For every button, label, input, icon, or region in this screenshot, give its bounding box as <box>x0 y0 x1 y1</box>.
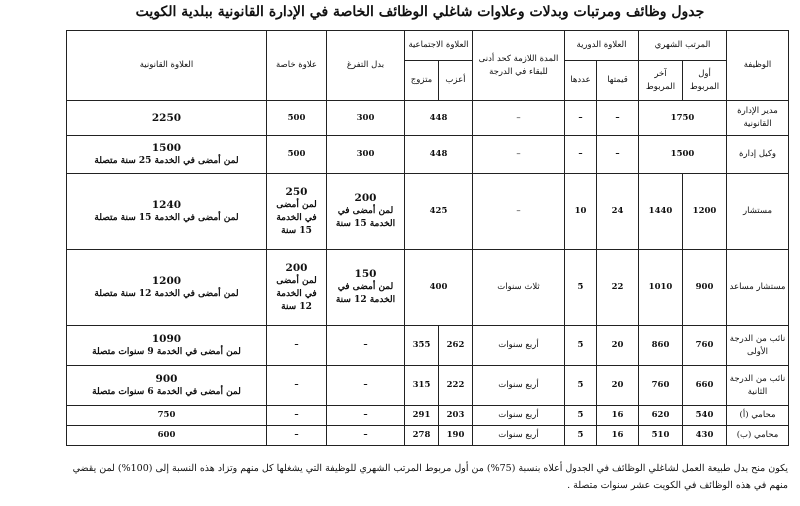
job-cell: محامي (ب) <box>727 426 789 446</box>
header-periodic-count: عددها <box>565 61 597 101</box>
legal-cell: 600 <box>67 426 267 446</box>
header-job: الوظيفة <box>727 31 789 101</box>
table-row <box>67 426 789 446</box>
salary-first-cell: 1200 <box>683 174 727 250</box>
special-cell: – <box>267 366 327 406</box>
salary-first-cell: 430 <box>683 426 727 446</box>
period-cell: ثلاث سنوات <box>473 250 565 326</box>
social-cell: 448 <box>405 136 473 174</box>
table-row <box>67 326 789 366</box>
job-cell: محامي (أ) <box>727 406 789 426</box>
legal-note: لمن أمضى في الخدمة 15 سنة متصلة <box>94 212 239 223</box>
header-special: علاوة خاصة <box>267 31 327 101</box>
period-cell: – <box>473 136 565 174</box>
period-cell: أربع سنوات <box>473 366 565 406</box>
periodic-value-cell: 20 <box>597 366 639 406</box>
legal-value: 1500 <box>151 141 182 154</box>
social-cell: 400 <box>405 250 473 326</box>
salary-cell: 1750 <box>639 101 727 136</box>
salary-first-cell: 900 <box>683 250 727 326</box>
job-cell: نائب من الدرجة الأولى <box>727 326 789 366</box>
job-cell: مستشار <box>727 174 789 250</box>
job-cell: وكيل إدارة <box>727 136 789 174</box>
header-salary-first: أول المربوط <box>683 61 727 101</box>
legal-value: 1240 <box>151 198 182 211</box>
header-social-single: أعزب <box>439 61 473 101</box>
legal-cell <box>67 174 267 250</box>
dedication-cell: – <box>327 326 405 366</box>
social-single-cell: 203 <box>439 406 473 426</box>
job-cell: مدير الإدارة القانونية <box>727 101 789 136</box>
dedication-cell: – <box>327 406 405 426</box>
dedication-cell: – <box>327 426 405 446</box>
social-single-cell: 222 <box>439 366 473 406</box>
dedication-value: 200 <box>354 192 377 204</box>
legal-note: لمن أمضى في الخدمة 25 سنة متصلة <box>94 155 239 166</box>
table-row <box>67 366 789 406</box>
table-row <box>67 136 789 174</box>
special-value: 250 <box>285 185 308 198</box>
special-value: 200 <box>285 261 308 274</box>
special-cell: – <box>267 406 327 426</box>
period-cell: أربع سنوات <box>473 426 565 446</box>
periodic-value-cell: – <box>597 101 639 136</box>
special-note: لمن أمضى في الخدمة 12 سنة <box>276 275 317 312</box>
table-row <box>67 174 789 250</box>
header-salary: المرتب الشهري <box>639 31 727 61</box>
salary-last-cell: 1440 <box>639 174 683 250</box>
dedication-cell <box>327 174 405 250</box>
special-cell: – <box>267 426 327 446</box>
page-title: جدول وظائف ومرتبات وبدلات وعلاوات شاغلي الوظائف الخاصة في الإدارة القانونية ببلدية الكويت <box>135 4 705 20</box>
job-cell: مستشار مساعد <box>727 250 789 326</box>
header-periodic-value: قيمتها <box>597 61 639 101</box>
periodic-value-cell: – <box>597 136 639 174</box>
period-cell: – <box>473 174 565 250</box>
legal-note: لمن أمضى في الخدمة 9 سنوات متصلة <box>92 346 241 357</box>
periodic-value-cell: 20 <box>597 326 639 366</box>
periodic-value-cell: 22 <box>597 250 639 326</box>
period-cell: أربع سنوات <box>473 406 565 426</box>
salary-first-cell: 760 <box>683 326 727 366</box>
salary-cell: 1500 <box>639 136 727 174</box>
legal-value: 1200 <box>151 274 182 287</box>
period-cell: – <box>473 101 565 136</box>
salary-last-cell: 860 <box>639 326 683 366</box>
social-married-cell: 291 <box>405 406 439 426</box>
salary-first-cell: 540 <box>683 406 727 426</box>
legal-value: 900 <box>155 372 178 385</box>
dedication-note: لمن أمضى في الخدمة 15 سنة <box>335 206 396 229</box>
dedication-value: 150 <box>354 268 377 280</box>
periodic-value-cell: 16 <box>597 426 639 446</box>
periodic-count-cell: 5 <box>565 250 597 326</box>
legal-cell <box>67 250 267 326</box>
salary-first-cell: 660 <box>683 366 727 406</box>
table-row <box>67 250 789 326</box>
salary-last-cell: 510 <box>639 426 683 446</box>
legal-cell <box>67 326 267 366</box>
header-periodic: العلاوة الدورية <box>565 31 639 61</box>
periodic-count-cell: – <box>565 136 597 174</box>
salary-last-cell: 620 <box>639 406 683 426</box>
social-married-cell: 315 <box>405 366 439 406</box>
social-married-cell: 278 <box>405 426 439 446</box>
social-single-cell: 262 <box>439 326 473 366</box>
special-cell <box>267 174 327 250</box>
dedication-cell <box>327 250 405 326</box>
periodic-count-cell: 5 <box>565 426 597 446</box>
header-legal: العلاوة القانونية <box>67 31 267 101</box>
periodic-value-cell: 24 <box>597 174 639 250</box>
legal-cell <box>67 366 267 406</box>
table-row <box>67 101 789 136</box>
social-cell: 425 <box>405 174 473 250</box>
legal-cell: 750 <box>67 406 267 426</box>
legal-note: لمن أمضى في الخدمة 12 سنة متصلة <box>94 288 239 299</box>
dedication-cell: 300 <box>327 101 405 136</box>
salary-table <box>66 30 789 446</box>
special-cell: 500 <box>267 136 327 174</box>
header-social-married: متزوج <box>405 61 439 101</box>
special-cell <box>267 250 327 326</box>
periodic-count-cell: 10 <box>565 174 597 250</box>
special-cell: – <box>267 326 327 366</box>
table-row <box>67 406 789 426</box>
special-note: لمن أمضى في الخدمة 15 سنة <box>276 199 317 236</box>
header-salary-last: آخر المربوط <box>639 61 683 101</box>
periodic-count-cell: 5 <box>565 326 597 366</box>
periodic-count-cell: 5 <box>565 366 597 406</box>
legal-value: 2250 <box>151 111 182 124</box>
dedication-cell: – <box>327 366 405 406</box>
period-cell: أربع سنوات <box>473 326 565 366</box>
legal-cell <box>67 136 267 174</box>
salary-last-cell: 760 <box>639 366 683 406</box>
salary-last-cell: 1010 <box>639 250 683 326</box>
legal-value: 1090 <box>151 332 182 345</box>
dedication-note: لمن أمضى في الخدمة 12 سنة <box>335 282 396 305</box>
legal-note: لمن أمضى في الخدمة 6 سنوات متصلة <box>92 386 241 397</box>
dedication-cell: 300 <box>327 136 405 174</box>
periodic-value-cell: 16 <box>597 406 639 426</box>
social-single-cell: 190 <box>439 426 473 446</box>
special-cell: 500 <box>267 101 327 136</box>
social-cell: 448 <box>405 101 473 136</box>
periodic-count-cell: 5 <box>565 406 597 426</box>
header-dedication: بدل التفرغ <box>327 31 405 101</box>
header-period: المدة اللازمة كحد أدنى للبقاء في الدرجة <box>473 31 565 101</box>
social-married-cell: 355 <box>405 326 439 366</box>
legal-cell <box>67 101 267 136</box>
footnote: يكون منح بدل طبيعة العمل لشاغلي الوظائف في الجدول أعلاه بنسبة (75%) من أول مربوط المرتب الشهري للوظيفة التي يشغلها كل منهم وتزاد هذه النسبة إلى (100%) لمن يقضي منهم في هذه الوظائف في الكويت عشر سنوات متصلة . <box>72 463 788 491</box>
job-cell: نائب من الدرجة الثانية <box>727 366 789 406</box>
periodic-count-cell: – <box>565 101 597 136</box>
header-social: العلاوة الاجتماعية <box>405 31 473 61</box>
